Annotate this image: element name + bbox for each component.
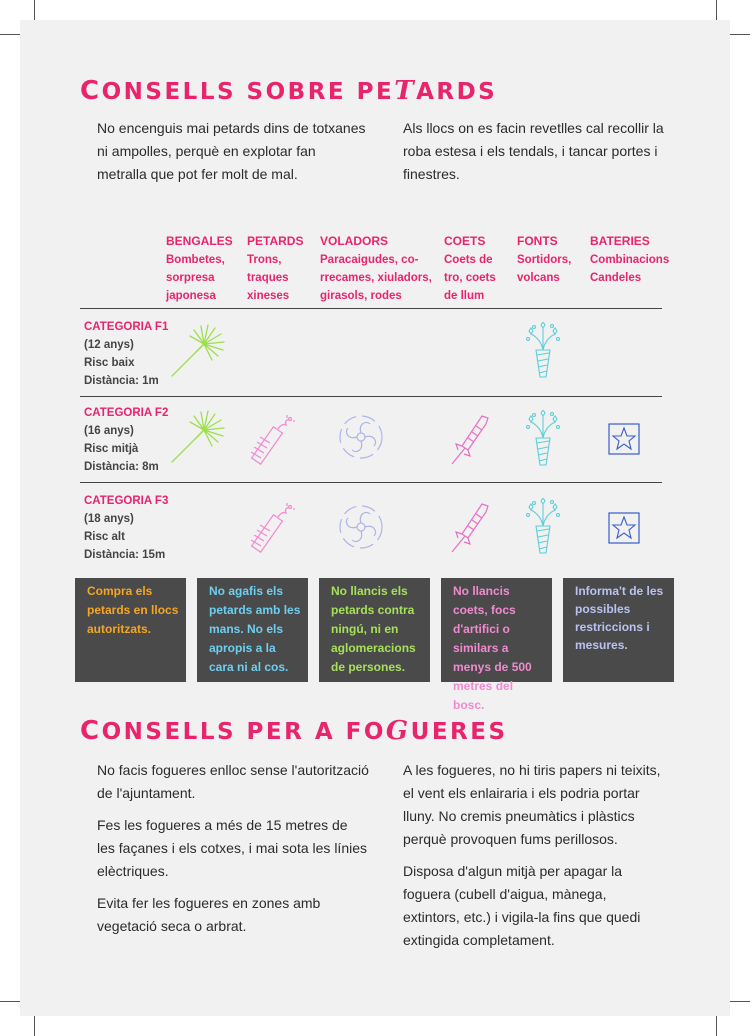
rocket-icon: [448, 414, 490, 466]
heading-script-letter: T: [394, 76, 417, 106]
column-title: COETS: [444, 234, 486, 248]
battery-star-icon: [608, 423, 640, 455]
paragraph-text: Disposa d'algun mitjà per apagar la foguera (cubell d'aigua, mànega, extintors, etc.) i vigila-la fins que quedi extingida completament.: [403, 863, 641, 948]
heading-text-end: UERES: [410, 719, 508, 745]
battery-star-icon: [608, 512, 640, 544]
table-divider: [80, 308, 662, 309]
category-title: CATEGORIA F1: [84, 321, 169, 333]
petards-heading: [80, 76, 497, 106]
category-title: CATEGORIA F3: [84, 495, 169, 507]
column-title: PETARDS: [247, 234, 304, 248]
tip-text: No llancis coets, focs d'artifici o similars a menys de 500 metres del bosc.: [453, 584, 532, 712]
tip-box-forest: [441, 578, 552, 712]
column-desc: Sortidors, volcans: [517, 254, 572, 284]
tip-text: Informa't de les possibles restriccions i mesures.: [575, 584, 664, 652]
paragraph-text: No facis fogueres enlloc sense l'autorització de l'ajuntament.: [97, 762, 369, 801]
paragraph-text: Evita fer les fogueres en zones amb vegetació seca o arbrat.: [97, 895, 321, 934]
category-f2: [84, 404, 168, 476]
column-desc: Coets de tro, coets de llum: [444, 254, 496, 302]
category-age: (18 anys): [84, 513, 134, 525]
crop-mark: [730, 1001, 750, 1002]
category-risk: Risc mitjà: [84, 443, 139, 455]
category-age: (16 anys): [84, 425, 134, 437]
category-risk: Risc baix: [84, 357, 135, 369]
column-desc: Paracaigudes, co-rrecames, xiuladors, girasols, rodes: [320, 254, 432, 302]
firecracker-icon: [248, 503, 296, 553]
table-divider: [80, 396, 662, 397]
paragraph-text: Fes les fogueres a més de 15 metres de les façanes i els cotxes, i mai sota les línies elèctriques.: [97, 817, 368, 879]
heading-script-letter: G: [385, 716, 411, 746]
heading-initial: C: [80, 76, 102, 106]
fountain-icon: [524, 498, 562, 554]
tip-box-hands: [197, 578, 308, 682]
paragraph-text: A les fogueres, no hi tiris papers ni teixits, el vent els enlairaria i els podria portar lluny. No cremis pneumàtics i plàstics perquè provoquen fums perillosos.: [403, 762, 661, 847]
column-desc: Combinacions Candeles: [590, 254, 670, 284]
category-distance: Distància: 8m: [84, 461, 159, 473]
category-title: CATEGORIA F2: [84, 407, 169, 419]
tip-text: No agafis els petards amb les mans. No els apropis a la cara ni al cos.: [209, 584, 301, 674]
column-title: FONTS: [517, 234, 558, 248]
column-coets: [444, 232, 506, 305]
category-f3: [84, 492, 168, 564]
category-risk: Risc alt: [84, 531, 125, 543]
column-voladors: [320, 232, 432, 305]
category-age: (12 anys): [84, 339, 134, 351]
crop-mark: [730, 34, 750, 35]
firecracker-icon: [248, 415, 296, 465]
category-distance: Distància: 1m: [84, 375, 159, 387]
column-petards: [247, 232, 307, 305]
crop-mark: [34, 0, 35, 20]
column-bengales: [166, 232, 232, 305]
tip-text: No llancis els petards contra ningú, ni en aglomeracions de persones.: [331, 584, 416, 674]
heading-initial: C: [80, 716, 102, 746]
paragraph-text: Als llocs on es facin revetlles cal recollir la roba estesa i els tendals, i tancar portes i finestres.: [403, 120, 664, 182]
tip-text: Compra els petards en llocs autoritzats.: [87, 584, 179, 636]
tip-box-restrictions: [563, 578, 674, 682]
column-desc: Bombetes, sorpresa japonesa: [166, 254, 225, 302]
heading-text: ONSELLS PER A FO: [101, 719, 386, 745]
heading-text-end: ARDS: [416, 79, 498, 105]
column-fonts: [517, 232, 579, 287]
column-bateries: [590, 232, 670, 287]
petards-paragraph-left: [97, 117, 367, 195]
fogueres-column-right: [403, 759, 665, 961]
pinwheel-icon: [338, 504, 384, 550]
pinwheel-icon: [338, 414, 384, 460]
category-distance: Distància: 15m: [84, 549, 166, 561]
column-title: BATERIES: [590, 234, 650, 248]
crop-mark: [0, 34, 20, 35]
category-f1: [84, 318, 168, 390]
crop-mark: [716, 1016, 717, 1036]
fountain-icon: [524, 410, 562, 466]
fountain-icon: [524, 322, 562, 378]
fogueres-heading: [80, 716, 508, 746]
column-title: VOLADORS: [320, 234, 389, 248]
table-divider: [80, 482, 662, 483]
tip-box-crowds: [319, 578, 430, 682]
sparkler-icon: [168, 408, 228, 464]
fogueres-column-left: [97, 759, 369, 947]
column-title: BENGALES: [166, 234, 233, 248]
heading-text: ONSELLS SOBRE PE: [101, 79, 395, 105]
paragraph-text: No encenguis mai petards dins de totxanes ni ampolles, perquè en explotar fan metralla que pot fer molt de mal.: [97, 120, 366, 182]
rocket-icon: [448, 502, 490, 554]
petards-paragraph-right: [403, 117, 665, 195]
column-desc: Trons, traques xineses: [247, 254, 290, 302]
crop-mark: [0, 1001, 20, 1002]
tip-box-authorized: [75, 578, 186, 682]
crop-mark: [716, 0, 717, 20]
sparkler-icon: [168, 322, 228, 378]
crop-mark: [34, 1016, 35, 1036]
